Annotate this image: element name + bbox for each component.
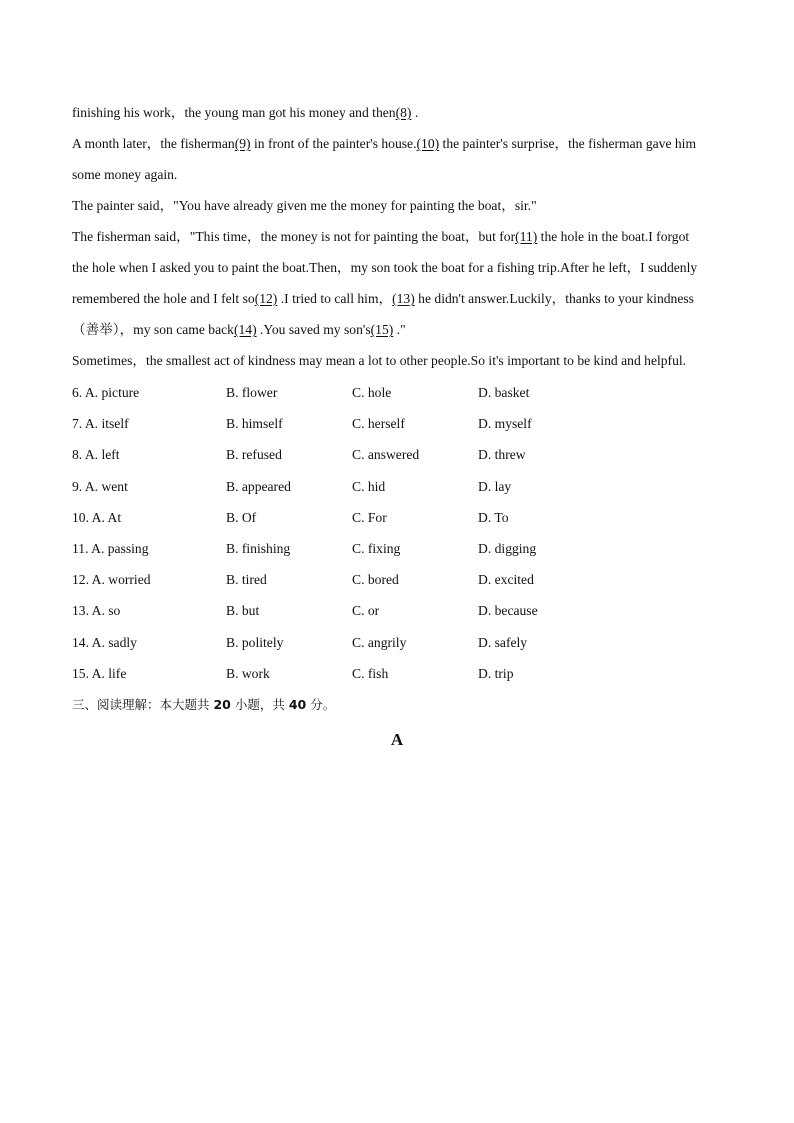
option-a: 10. A. At (72, 509, 122, 525)
option-d: D. basket (478, 385, 530, 400)
option-c: C. fixing (352, 541, 401, 556)
option-d: D. myself (478, 416, 532, 432)
option-b: B. appeared (226, 478, 291, 494)
passage-text: .I tried to call him， (277, 291, 393, 306)
section-middle: 小题，共 (230, 697, 289, 712)
part-label: A (390, 730, 404, 749)
blank-number: (15) (370, 322, 394, 337)
option-a: 15. A. life (72, 665, 127, 681)
section-score: 40 (288, 697, 307, 712)
option-d: D. digging (478, 541, 537, 556)
passage-text: The fisherman said，"This time，the money is not for painting the boat，but for (72, 229, 516, 244)
passage-line (72, 190, 722, 221)
option-d: D. because (478, 603, 538, 619)
passage-text: the painter's surprise，the fisherman gave him (439, 136, 697, 151)
option-a: 7. A. itself (72, 416, 129, 432)
option-b: B. refused (226, 447, 282, 463)
option-c: C. bored (352, 572, 399, 588)
passage-line (72, 97, 722, 128)
option-a: 12. A. worried (72, 572, 151, 588)
blank-number: (14) (233, 322, 257, 337)
blank-number: (12) (254, 291, 278, 306)
section-count: 20 (213, 697, 231, 712)
passage-text: the hole when I asked you to paint the boat.Then，my son took the boat for a fishing trip.After he left，I suddenly (72, 260, 698, 275)
section-heading (72, 692, 335, 718)
option-a: 6. A. picture (72, 385, 140, 400)
option-d: D. threw (478, 447, 526, 463)
option-a: 9. A. went (72, 478, 128, 494)
passage-text: . (411, 105, 419, 120)
option-c: C. herself (352, 416, 405, 432)
option-c: C. For (352, 509, 387, 525)
option-b: B. finishing (226, 541, 291, 556)
option-c: C. hid (352, 478, 386, 494)
passage-line (72, 221, 722, 252)
blank-number: (13) (392, 291, 415, 306)
passage-text: The painter said，"You have already given me the money for painting the boat，sir." (72, 198, 537, 213)
option-a: 13. A. so (72, 603, 121, 619)
passage-line (72, 314, 722, 345)
passage-line (72, 128, 722, 159)
option-d: D. excited (478, 572, 534, 588)
passage-text: finishing his work，the young man got his money and then (72, 105, 396, 120)
blank-number: (8) (395, 105, 412, 120)
option-d: D. To (478, 509, 509, 525)
option-b: B. Of (226, 509, 257, 525)
option-d: D. safely (478, 634, 528, 650)
option-a: 11. A. passing (72, 541, 149, 556)
option-d: D. lay (478, 478, 512, 494)
option-b: B. flower (226, 385, 278, 400)
section-prefix: 三、阅读理解：本大题共 (72, 697, 214, 712)
option-b: B. politely (226, 634, 284, 650)
blank-number: (10) (416, 136, 440, 151)
passage-text: the hole in the boat.I forgot (537, 229, 690, 244)
option-a: 14. A. sadly (72, 634, 137, 650)
passage-text: he didn't answer.Luckily，thanks to your kindness (414, 291, 694, 306)
option-c: C. answered (352, 447, 420, 463)
passage-text: ." (393, 322, 406, 337)
option-c: C. angrily (352, 634, 407, 650)
passage-text: Sometimes，the smallest act of kindness may mean a lot to other people.So it's important to be kind and helpful. (72, 353, 687, 368)
option-c: C. fish (352, 665, 389, 681)
section-suffix: 分。 (306, 697, 336, 712)
option-c: C. hole (352, 385, 392, 400)
option-c: C. or (352, 603, 380, 619)
blank-number: (11) (515, 229, 538, 244)
option-b: B. tired (226, 572, 267, 588)
passage-text: （善举），my son came back (72, 322, 234, 337)
passage-text: some money again. (72, 167, 178, 182)
passage-text: in front of the painter's house. (250, 136, 417, 151)
option-b: B. himself (226, 416, 283, 432)
passage-line (72, 159, 722, 190)
option-a: 8. A. left (72, 447, 120, 463)
passage-line (72, 345, 722, 376)
blank-number: (9) (234, 136, 251, 151)
option-d: D. trip (478, 665, 514, 681)
passage-line (72, 283, 722, 314)
option-b: B. but (226, 603, 260, 619)
passage-text: A month later，the fisherman (72, 136, 235, 151)
passage-line (72, 252, 722, 283)
option-b: B. work (226, 665, 270, 681)
passage-text: .You saved my son's (256, 322, 371, 337)
passage-text: remembered the hole and I felt so (72, 291, 255, 306)
